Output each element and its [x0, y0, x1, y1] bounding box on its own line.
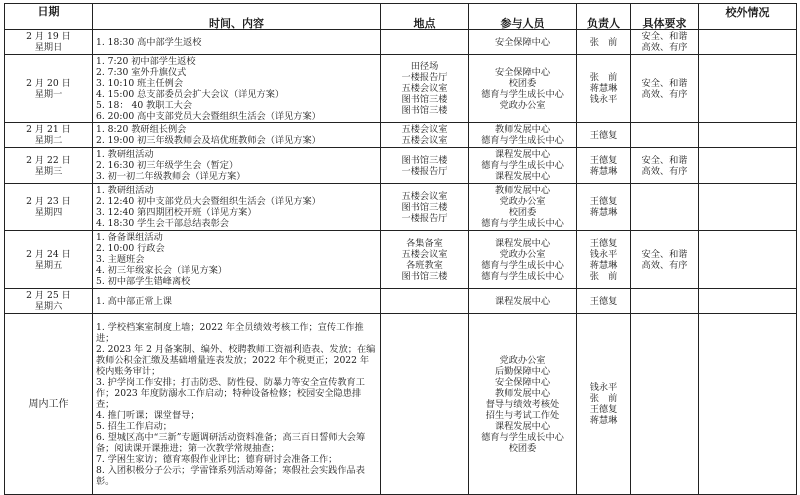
schedule-row — [5, 123, 797, 148]
participants-cell — [469, 30, 577, 55]
participants-line: 安全保障中心 — [494, 36, 551, 48]
content-cell — [93, 289, 381, 314]
content-line: 1. 教研组活动 — [96, 185, 154, 196]
content-line: 1. 8:20 教研组长例会 — [96, 124, 187, 135]
place-line: 五楼会议室 — [401, 135, 448, 146]
header-participants: 参与人员 — [469, 4, 577, 30]
participants-line: 德育与学生成长中心 — [481, 88, 564, 100]
place-cell — [381, 55, 469, 123]
participants-line: 校团委 — [508, 207, 537, 218]
content-line: 5. 初中部学生错峰离校 — [96, 276, 191, 287]
responsible-line: 蒋慧琳 — [589, 259, 618, 271]
schedule-table — [4, 3, 797, 495]
schedule-row — [5, 289, 797, 314]
participants-line: 德育与学生成长中心 — [481, 270, 564, 282]
content-cell — [93, 231, 381, 289]
responsible-line: 王德复 — [589, 154, 618, 166]
content-cell — [93, 30, 381, 55]
content-cell — [93, 123, 381, 148]
outside-cell — [699, 55, 797, 123]
participants-line: 党政办公室 — [499, 99, 546, 111]
outside-cell — [699, 184, 797, 231]
place-line: 图书馆三楼 — [401, 201, 448, 213]
participants-cell — [469, 289, 577, 314]
place-line: 图书馆三楼 — [401, 270, 448, 282]
content-cell — [93, 314, 381, 495]
schedule-row — [5, 30, 797, 55]
responsible-line: 张 前 — [589, 393, 618, 404]
participants-line: 校团委 — [508, 442, 537, 454]
content-line: 4. 推门听课；课堂督导； — [96, 409, 200, 421]
responsible-line: 王德复 — [589, 129, 618, 141]
place-line: 五楼会议室 — [401, 83, 448, 94]
participants-line: 安全保障中心 — [494, 66, 551, 78]
responsible-line: 王德复 — [589, 404, 618, 415]
place-cell — [381, 148, 469, 184]
responsible-line: 蒋慧琳 — [589, 207, 618, 218]
responsible-cell — [577, 314, 631, 495]
participants-cell — [469, 55, 577, 123]
requirements-cell — [631, 289, 699, 314]
responsible-line: 王德复 — [589, 196, 618, 207]
date-line: 2 月 22 日 — [26, 154, 71, 166]
responsible-line: 钱永平 — [589, 94, 618, 105]
date-line: 2 月 25 日 — [26, 290, 71, 301]
requirements-cell — [631, 231, 699, 289]
date-cell — [5, 148, 93, 184]
date-line: 2 月 21 日 — [26, 124, 71, 135]
responsible-cell — [577, 148, 631, 184]
date-cell — [5, 184, 93, 231]
outside-cell — [699, 314, 797, 495]
content-line: 1. 高中部正常上课 — [96, 295, 172, 307]
place-cell — [381, 289, 469, 314]
content-line: 1. 教研组活动 — [96, 149, 154, 160]
participants-line: 教师发展中心 — [494, 124, 551, 135]
participants-line: 德育与学生成长中心 — [481, 160, 564, 171]
participants-line: 德育与学生成长中心 — [481, 259, 564, 271]
responsible-cell — [577, 30, 631, 55]
responsible-line: 张 前 — [589, 36, 618, 48]
header-responsible: 负责人 — [577, 4, 631, 30]
content-line: 4. 初三年级家长会（详见方案） — [96, 265, 228, 276]
responsible-cell — [577, 123, 631, 148]
place-cell — [381, 314, 469, 495]
participants-line: 安全保障中心 — [494, 376, 551, 388]
date-line: 2 月 20 日 — [26, 77, 71, 89]
place-line: 五楼会议室 — [401, 124, 448, 135]
outside-cell — [699, 148, 797, 184]
place-line: 各集备室 — [406, 237, 443, 249]
responsible-line: 钱永平 — [589, 382, 618, 393]
responsible-line: 蒋慧琳 — [589, 165, 618, 177]
responsible-line: 张 前 — [589, 72, 618, 83]
header-outside: 校外情况 — [699, 4, 797, 30]
schedule-row — [5, 148, 797, 184]
outside-cell — [699, 231, 797, 289]
participants-line: 党政办公室 — [499, 196, 546, 207]
responsible-line: 张 前 — [589, 270, 618, 282]
place-line: 田径场 — [410, 61, 439, 72]
participants-cell — [469, 148, 577, 184]
content-line: 4. 15:00 总支部委员会扩大会议（详见方案） — [96, 88, 285, 100]
responsible-line: 钱永平 — [589, 248, 618, 260]
date-line: 星期五 — [34, 259, 63, 271]
participants-line: 党政办公室 — [499, 354, 546, 366]
place-line: 一楼报告厅 — [401, 72, 448, 83]
place-cell — [381, 231, 469, 289]
header-place: 地点 — [381, 4, 469, 30]
content-line: 5. 18： 40 教职工大会 — [96, 99, 193, 111]
date-line: 2 月 24 日 — [26, 248, 71, 260]
content-line: 3. 主题班会 — [96, 254, 145, 265]
responsible-cell — [577, 231, 631, 289]
header-date: 日期 — [5, 4, 93, 30]
requirements-line: 高效、有序 — [641, 259, 688, 271]
requirements-line: 高效、有序 — [641, 88, 688, 100]
requirements-line: 安全、和谐 — [641, 31, 688, 42]
schedule-row — [5, 184, 797, 231]
content-line: 7. 学困生家访；德育寒假作业评比；德育研讨会准备工作； — [96, 453, 338, 465]
content-line: 3. 初一初二年级教师会（详见方案） — [96, 171, 246, 182]
content-cell — [93, 55, 381, 123]
header-row — [5, 4, 797, 30]
content-line: 2. 12:40 初中支部党员大会暨组织生活会（详见方案） — [96, 196, 321, 207]
requirements-line: 安全、和谐 — [641, 154, 688, 166]
content-line: 1. 备备课组活动 — [96, 232, 163, 243]
date-line: 周内工作 — [28, 398, 69, 410]
participants-line: 德育与学生成长中心 — [481, 135, 564, 146]
date-line: 2 月 23 日 — [26, 196, 71, 207]
content-line: 5. 招生工作启动； — [96, 420, 172, 432]
place-line: 五楼会议室 — [401, 190, 448, 202]
participants-line: 课程发展中心 — [494, 171, 551, 182]
participants-line: 教师发展中心 — [494, 185, 551, 196]
date-cell — [5, 314, 93, 495]
content-line: 2. 19:00 初三年级教师会及培优班教师会（详见方案） — [96, 135, 321, 146]
requirements-line: 安全、和谐 — [641, 248, 688, 260]
date-cell — [5, 123, 93, 148]
participants-cell — [469, 184, 577, 231]
date-cell — [5, 289, 93, 314]
outside-cell — [699, 30, 797, 55]
content-line: 1. 7:20 初中部学生返校 — [96, 55, 196, 67]
content-line: 1. 学校档案室制度上墙；2022 年全员绩效考核工作；宣传工作推进； — [96, 321, 364, 344]
date-cell — [5, 30, 93, 55]
participants-line: 课程发展中心 — [494, 420, 551, 432]
requirements-cell — [631, 123, 699, 148]
date-line: 星期日 — [34, 42, 63, 53]
content-line: 6. 20:00 高中支部党员大会暨组织生活会（详见方案） — [96, 110, 321, 122]
requirements-cell — [631, 184, 699, 231]
content-line: 2. 10:00 行政会 — [96, 243, 165, 254]
date-line: 星期六 — [34, 301, 63, 312]
place-line: 一楼报告厅 — [401, 212, 448, 224]
responsible-line: 王德复 — [589, 295, 618, 307]
requirements-cell — [631, 314, 699, 495]
place-line: 图书馆三楼 — [401, 94, 448, 105]
header-content: 时间、内容 — [93, 4, 381, 30]
schedule-row — [5, 314, 797, 495]
content-line: 2. 2023 年 2 月备案制、编外、校聘教师工资福利造表、发放；在编教师公积金汇缴及基础增量连表发放；2022 年个税更正；2022 年校内账务审计； — [96, 343, 376, 377]
place-line: 五楼会议室 — [401, 248, 448, 260]
schedule-row — [5, 231, 797, 289]
participants-line: 督导与绩效考核处 — [485, 398, 560, 410]
responsible-line: 蒋慧琳 — [589, 415, 618, 426]
responsible-line: 王德复 — [589, 237, 618, 249]
requirements-cell — [631, 30, 699, 55]
outside-cell — [699, 289, 797, 314]
content-cell — [93, 184, 381, 231]
participants-cell — [469, 231, 577, 289]
participants-cell — [469, 314, 577, 495]
place-line: 图书馆三楼 — [401, 105, 448, 116]
place-line: 图书馆三楼 — [401, 154, 448, 166]
responsible-line: 蒋慧琳 — [589, 83, 618, 94]
participants-line: 校团委 — [508, 77, 537, 89]
responsible-cell — [577, 184, 631, 231]
participants-line: 后勤保障中心 — [494, 365, 551, 377]
content-line: 3. 10:10 班主任例会 — [96, 77, 184, 89]
responsible-cell — [577, 55, 631, 123]
content-line: 3. 12:40 第四期团校开班（详见方案） — [96, 207, 257, 218]
place-cell — [381, 184, 469, 231]
content-line: 6. 望城区高中“三新”专题调研活动资料准备；高三百日誓师大会筹备；阅读课开课推进；第一次教学常规抽查； — [96, 431, 366, 454]
date-line: 2 月 19 日 — [26, 31, 71, 42]
content-line: 2. 7:30 室外升旗仪式 — [96, 66, 187, 78]
requirements-line: 高效、有序 — [641, 42, 688, 53]
schedule-row — [5, 55, 797, 123]
responsible-cell — [577, 289, 631, 314]
place-line: 一楼报告厅 — [401, 165, 448, 177]
requirements-cell — [631, 55, 699, 123]
participants-line: 德育与学生成长中心 — [481, 218, 564, 229]
date-line: 星期三 — [34, 165, 63, 177]
participants-line: 课程发展中心 — [494, 295, 551, 307]
participants-line: 招生与考试工作处 — [485, 409, 560, 421]
date-line: 星期二 — [34, 135, 63, 146]
date-cell — [5, 55, 93, 123]
participants-line: 党政办公室 — [499, 248, 546, 260]
header-requirements: 具体要求 — [631, 4, 699, 30]
content-cell — [93, 148, 381, 184]
participants-line: 教师发展中心 — [494, 387, 551, 399]
participants-line: 德育与学生成长中心 — [481, 431, 564, 443]
outside-cell — [699, 123, 797, 148]
place-cell — [381, 30, 469, 55]
content-line: 4. 18:30 学生会干部总结表彰会 — [96, 218, 229, 229]
content-line: 1. 18:30 高中部学生返校 — [96, 36, 202, 48]
participants-cell — [469, 123, 577, 148]
date-cell — [5, 231, 93, 289]
requirements-line: 安全、和谐 — [641, 77, 688, 89]
content-line: 3. 护学岗工作安排；打击防恐、防性侵、防暴力等安全宣传教育工作；2023 年度防溺水工作启动；特种设备检修；校园安全隐患排查； — [96, 376, 365, 410]
date-line: 星期四 — [34, 207, 63, 218]
date-line: 星期一 — [34, 88, 63, 100]
requirements-line: 高效、有序 — [641, 165, 688, 177]
place-line: 各班教室 — [406, 259, 443, 271]
requirements-cell — [631, 148, 699, 184]
place-cell — [381, 123, 469, 148]
participants-line: 课程发展中心 — [494, 149, 551, 160]
content-line: 8. 入团积极分子公示；学雷锋系列活动筹备；寒假社会实践作品表彰。 — [96, 464, 365, 487]
participants-line: 课程发展中心 — [494, 237, 551, 249]
content-line: 2. 16:30 初三年级学生会（暂定） — [96, 160, 239, 171]
